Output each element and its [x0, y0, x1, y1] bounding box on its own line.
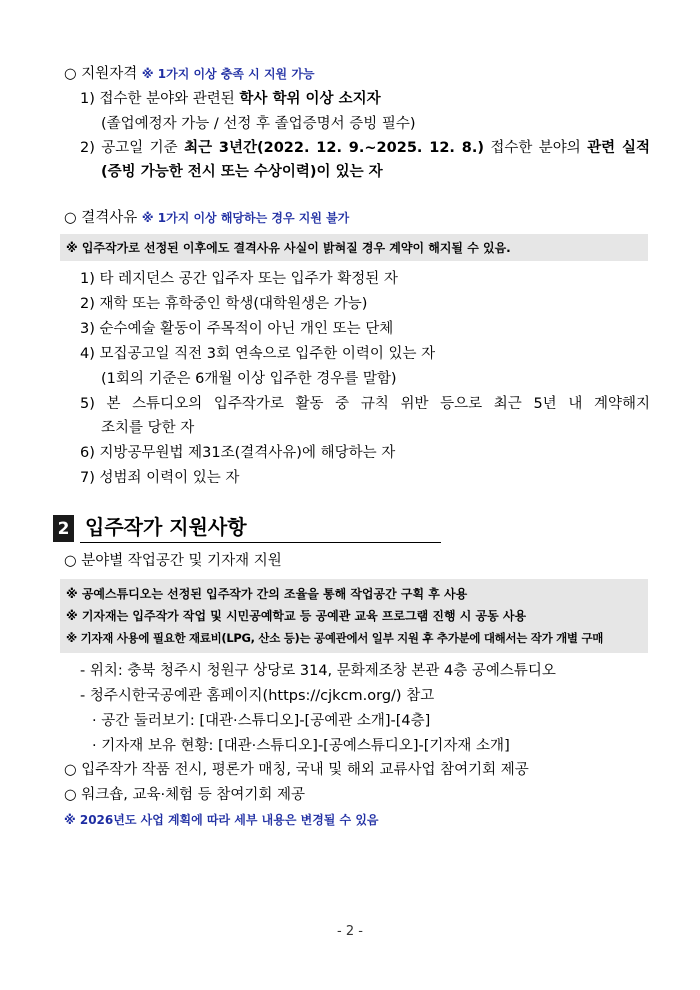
qualification-item-2-achievement: 관련 실적: [587, 140, 651, 156]
section-title: 입주작가 지원사항: [85, 515, 247, 539]
support-box-note: ※ 기자재 사용에 필요한 재료비(LPG, 산소 등)는 공예관에서 일부 지원 후 추가분에 대해서는 작가 개별 구매: [66, 631, 604, 645]
qualification-item-2-period: 최근 3년간(2022. 12. 9.~2025. 12. 8.): [184, 140, 484, 156]
section-number: 2: [53, 515, 74, 542]
disqualification-item-sub: 조치를 당한 자: [101, 420, 195, 436]
disqualification-heading: ○ 결격사유: [64, 210, 138, 226]
qualification-item-1-sub: (졸업예정자 가능 / 선정 후 졸업증명서 증빙 필수): [101, 116, 416, 132]
qualification-item-2-text: 2) 공고일 기준: [80, 140, 185, 156]
disqualification-item-sub: (1회의 기준은 6개월 이상 입주한 경우를 말함): [101, 371, 397, 387]
disqualification-item: 2) 재학 또는 휴학중인 학생(대학원생은 가능): [80, 296, 368, 312]
support-detail-sub: · 기자재 보유 현황: [대관·스튜디오]-[공예스튜디오]-[기자재 소개]: [92, 738, 510, 754]
qualification-item-2: [80, 138, 650, 158]
qualification-heading-line: [64, 64, 315, 84]
qualification-heading: ○ 지원자격: [64, 66, 138, 82]
support-box-note: ※ 공예스튜디오는 선정된 입주작가 간의 조율을 통해 작업공간 구획 후 사용: [66, 587, 468, 601]
disqualification-item: 7) 성범죄 이력이 있는 자: [80, 470, 240, 486]
support-box-note: ※ 기자재는 입주작가 작업 및 시민공예학교 등 공예관 교육 프로그램 진행 시 공동 사용: [66, 609, 527, 623]
qualification-item-2-line-2: (증빙 가능한 전시 또는 수상이력)이 있는 자: [101, 164, 383, 180]
section-title-underline: [80, 542, 441, 543]
opportunity-item: ○ 입주작가 작품 전시, 평론가 매칭, 국내 및 해외 교류사업 참여기회 제공: [64, 762, 529, 778]
disqualification-note: ※ 1가지 이상 해당하는 경우 지원 불가: [141, 211, 350, 225]
support-heading: ○ 분야별 작업공간 및 기자재 지원: [64, 553, 282, 569]
disqualification-item: 3) 순수예술 활동이 주목적이 아닌 개인 또는 단체: [80, 321, 394, 337]
disqualification-item: 5) 본 스튜디오의 입주작가로 활동 중 규칙 위반 등으로 최근 5년 내 계약해지: [80, 396, 650, 412]
qualification-item-1: [80, 89, 381, 109]
qualification-note: ※ 1가지 이상 충족 시 지원 가능: [141, 67, 315, 81]
final-note: ※ 2026년도 사업 계획에 따라 세부 내용은 변경될 수 있음: [64, 813, 379, 827]
qualification-item-1-text: 1) 접수한 분야와 관련된: [80, 91, 240, 107]
opportunity-item: ○ 워크숍, 교육·체험 등 참여기회 제공: [64, 787, 306, 803]
disqualification-heading-line: [64, 208, 349, 228]
support-detail: - 위치: 충북 청주시 청원구 상당로 314, 문화제조창 본관 4층 공예스튜디오: [80, 663, 556, 679]
support-detail: - 청주시한국공예관 홈페이지(https://cjkcm.org/) 참고: [80, 688, 435, 704]
qualification-item-2-mid: 접수한 분야의: [483, 140, 588, 156]
page-number: - 2 -: [337, 924, 363, 939]
disqualification-item: 6) 지방공무원법 제31조(결격사유)에 해당하는 자: [80, 445, 396, 461]
qualification-item-1-bold: 학사 학위 이상 소지자: [239, 91, 381, 107]
disqualification-box-note: ※ 입주작가로 선정된 이후에도 결격사유 사실이 밝혀질 경우 계약이 해지될 수 있음.: [66, 241, 511, 255]
disqualification-item: 1) 타 레지던스 공간 입주자 또는 입주가 확정된 자: [80, 271, 398, 287]
support-detail-sub: · 공간 둘러보기: [대관·스튜디오]-[공예관 소개]-[4층]: [92, 713, 431, 729]
disqualification-item: 4) 모집공고일 직전 3회 연속으로 입주한 이력이 있는 자: [80, 346, 436, 362]
